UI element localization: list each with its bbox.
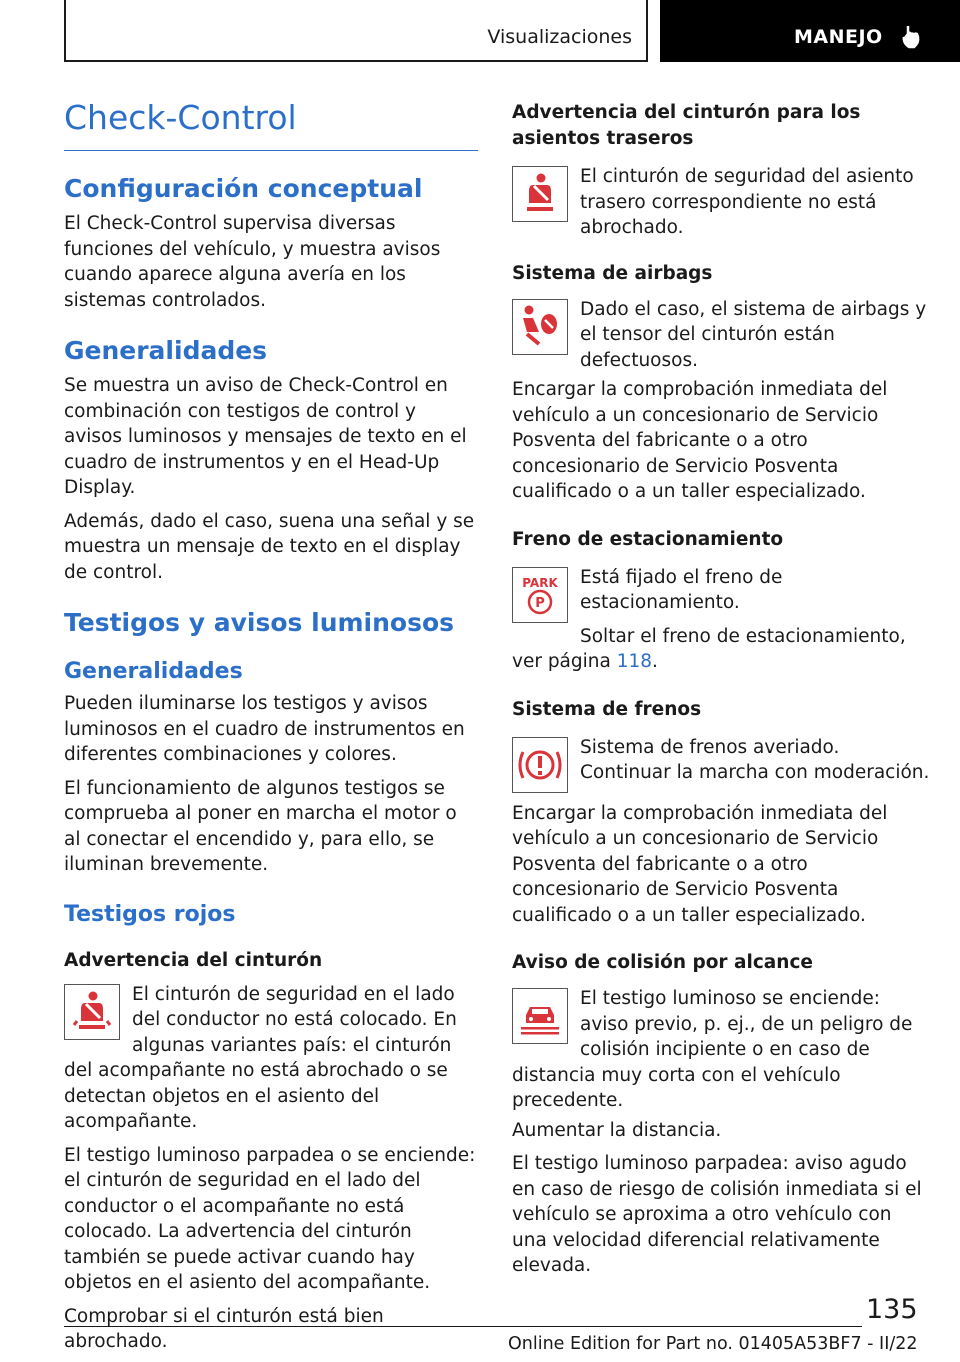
belt-warning-block — [64, 982, 478, 1135]
paragraph-park-2 — [512, 624, 930, 675]
paragraph-configuracion: El Check-Control supervisa diversas funciones del vehículo, y muestra avisos cuando aparece alguna avería en los sistemas controlados. — [64, 213, 441, 311]
subheading-testigos-rojos: Testigos rojos — [64, 901, 236, 927]
heading-sistema-frenos: Sistema de frenos — [512, 698, 702, 720]
right-column — [512, 100, 930, 1279]
header-chapter-label: MANEJO — [794, 26, 883, 48]
paragraph-frenos-2: Encargar la comprobación inmediata del vehículo a un concesionario de Servicio Posventa del fabricante o a otro concesionario de Servicio Posventa cualificado o a un taller especializado. — [512, 802, 888, 926]
park-p2-suffix: . — [652, 651, 658, 672]
paragraph-cinturon-2: El testigo luminoso parpadea o se enciende: el cinturón de seguridad en el lado del conductor o el acompañante no está colocado. La advertencia del cinturón también se puede activar cuando hay objetos en el asiento del acompañante. — [64, 1144, 476, 1293]
rear-seatbelt-warning-icon — [512, 166, 568, 222]
paragraph-testigos-1: Pueden iluminarse los testigos y avisos luminosos en el cuadro de instrumentos en diferentes combinaciones y colores. — [64, 693, 465, 765]
heading-colision: Aviso de colisión por alcance — [512, 952, 813, 973]
footer-edition: Online Edition for Part no. 01405A53BF7 - II/22 — [508, 1334, 918, 1354]
header-section-tab — [64, 0, 648, 62]
steering-hand-icon — [898, 24, 922, 50]
left-column — [64, 96, 478, 1355]
header-section-label: Visualizaciones — [487, 26, 632, 48]
paragraph-colision-3: El testigo luminoso parpadea: aviso agudo en caso de riesgo de colisión inmediata si el vehículo se aproxima a otro vehículo con una velocidad diferencial relativamente elevada. — [512, 1153, 922, 1276]
paragraph-testigos-2: El funcionamiento de algunos testigos se comprueba al poner en marcha el motor o al conectar el encendido y, para ello, se iluminan brevemente. — [64, 777, 457, 875]
paragraph-cinturon-3: Comprobar si el cinturón está bien abrochado. — [64, 1305, 384, 1352]
heading-advertencia-cinturon: Advertencia del cinturón — [64, 949, 323, 971]
airbag-block — [512, 297, 930, 374]
collision-block — [512, 986, 930, 1114]
brake-warning-icon — [512, 737, 568, 793]
heading-cinturon-traseros: Advertencia del cinturón para los asientos traseros — [512, 102, 861, 149]
page-link-118[interactable]: 118 — [616, 651, 653, 672]
paragraph-cinturon-1: El cinturón de seguridad en el lado del conductor no está colocado. En algunas variantes país: el cinturón del acompañante no está abrochado o se detectan objetos en el asiento del acompañante. — [64, 983, 457, 1132]
paragraph-airbag-2: Encargar la comprobación inmediata del vehículo a un concesionario de Servicio Posventa del fabricante o a otro concesionario de Servicio Posventa cualificado o a un taller especializado. — [512, 379, 888, 502]
paragraph-colision-2: Aumentar la distancia. — [512, 1119, 722, 1141]
section-heading-generalidades: Generalidades — [64, 336, 268, 365]
seatbelt-warning-icon — [64, 984, 120, 1040]
park-brake-icon — [512, 567, 568, 623]
brake-block — [512, 735, 930, 797]
paragraph-generalidades-2: Además, dado el caso, suena una señal y se muestra un mensaje de texto en el display de control. — [64, 510, 475, 583]
paragraph-frenos-1: Sistema de frenos averiado. Continuar la marcha con moderación. — [580, 736, 930, 783]
section-heading-testigos: Testigos y avisos luminosos — [64, 608, 455, 637]
rear-belt-block — [512, 164, 930, 241]
heading-airbags: Sistema de airbags — [512, 262, 713, 284]
section-heading-configuracion: Configuración conceptual — [64, 174, 423, 203]
title-rule — [64, 150, 478, 151]
park-icon-letter: P — [535, 595, 545, 611]
park-p2-prefix: Soltar el freno de estacionamiento, ver página — [512, 625, 906, 672]
subheading-generalidades: Generalidades — [64, 659, 243, 684]
page-title: Check-Control — [64, 98, 297, 137]
page-number: 135 — [866, 1294, 918, 1325]
heading-freno-estacionamiento: Freno de estacionamiento — [512, 528, 784, 550]
airbag-warning-icon — [512, 299, 568, 355]
paragraph-generalidades-1: Se muestra un aviso de Check-Control en combinación con testigos de control y avisos luminosos y mensajes de texto en el cuadro de instrumentos y en el Head-Up Display. — [64, 375, 467, 498]
paragraph-park-1: Está fijado el freno de estacionamiento. — [580, 566, 783, 613]
park-icon-text: PARK — [522, 575, 558, 590]
paragraph-traseros-1: El cinturón de seguridad del asiento trasero correspondiente no está abrochado. — [580, 166, 914, 238]
park-block — [512, 565, 930, 675]
collision-warning-icon — [512, 988, 568, 1044]
paragraph-colision-1: El testigo luminoso se enciende: aviso previo, p. ej., de un peligro de colisión incipiente o en caso de distancia muy corta con el vehículo precedente. — [512, 988, 913, 1111]
paragraph-airbag-1: Dado el caso, el sistema de airbags y el tensor del cinturón están defectuosos. — [580, 298, 927, 371]
footer-rule — [64, 1326, 862, 1327]
header-chapter-tab — [660, 0, 960, 62]
